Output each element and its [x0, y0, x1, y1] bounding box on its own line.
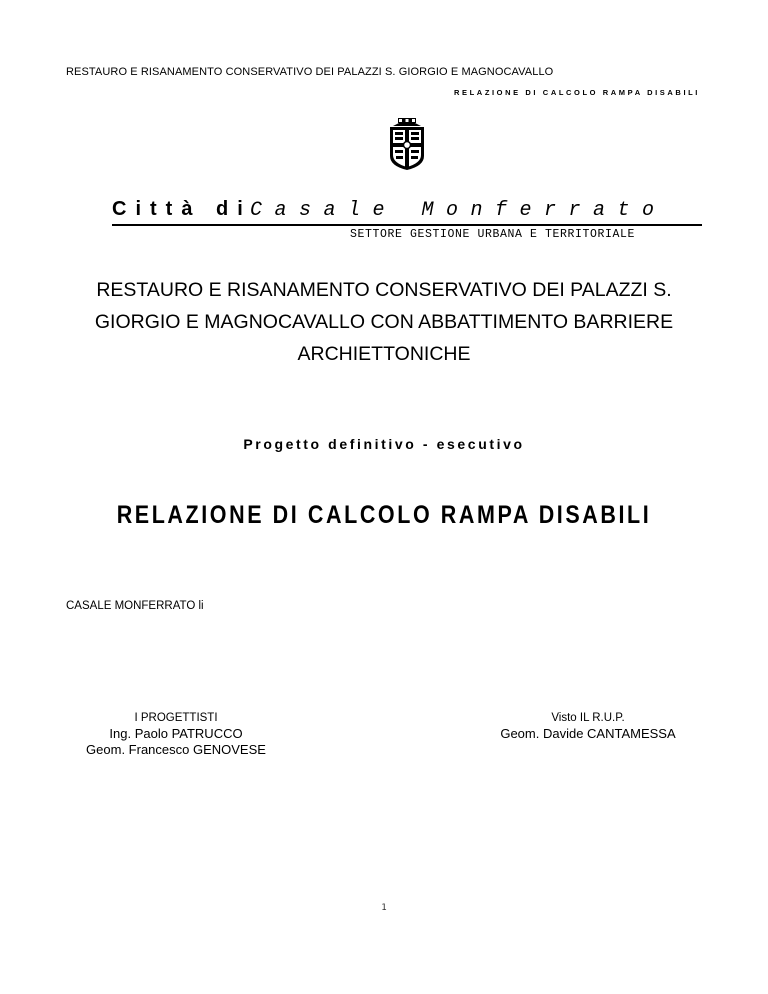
- place-date: CASALE MONFERRATO li: [66, 600, 204, 612]
- city-crest-icon: [385, 116, 429, 172]
- project-title: [40, 274, 728, 370]
- rup-name: Geom. Davide CANTAMESSA: [500, 726, 676, 741]
- designer-name-1: Ing. Paolo PATRUCCO: [109, 726, 243, 741]
- project-title-line-3: ARCHIETTONICHE: [297, 343, 471, 365]
- header-document-line: RELAZIONE DI CALCOLO RAMPA DISABILI: [454, 88, 700, 97]
- page-number: 1: [381, 903, 387, 913]
- project-title-line-1: RESTAURO E RISANAMENTO CONSERVATIVO DEI PALAZZI S.: [96, 279, 672, 301]
- project-phase: Progetto definitivo - esecutivo: [243, 436, 525, 452]
- municipality-sector: SETTORE GESTIONE URBANA E TERRITORIALE: [350, 228, 636, 241]
- municipality-prefix: Città di: [112, 198, 252, 220]
- municipality-heading: [112, 198, 702, 226]
- project-title-line-2: GIORGIO E MAGNOCAVALLO CON ABBATTIMENTO BARRIERE: [94, 311, 674, 333]
- rup-signature-block: [478, 710, 698, 742]
- document-title: RELAZIONE DI CALCOLO RAMPA DISABILI: [116, 501, 652, 529]
- designers-role: I PROGETTISTI: [134, 712, 218, 724]
- header-project-line: RESTAURO E RISANAMENTO CONSERVATIVO DEI PALAZZI S. GIORGIO E MAGNOCAVALLO: [66, 66, 554, 78]
- rup-role: Visto IL R.U.P.: [551, 712, 625, 724]
- designers-signature-block: [66, 710, 286, 758]
- designer-name-2: Geom. Francesco GENOVESE: [86, 742, 266, 757]
- municipality-name: Casale Monferrato: [250, 199, 667, 222]
